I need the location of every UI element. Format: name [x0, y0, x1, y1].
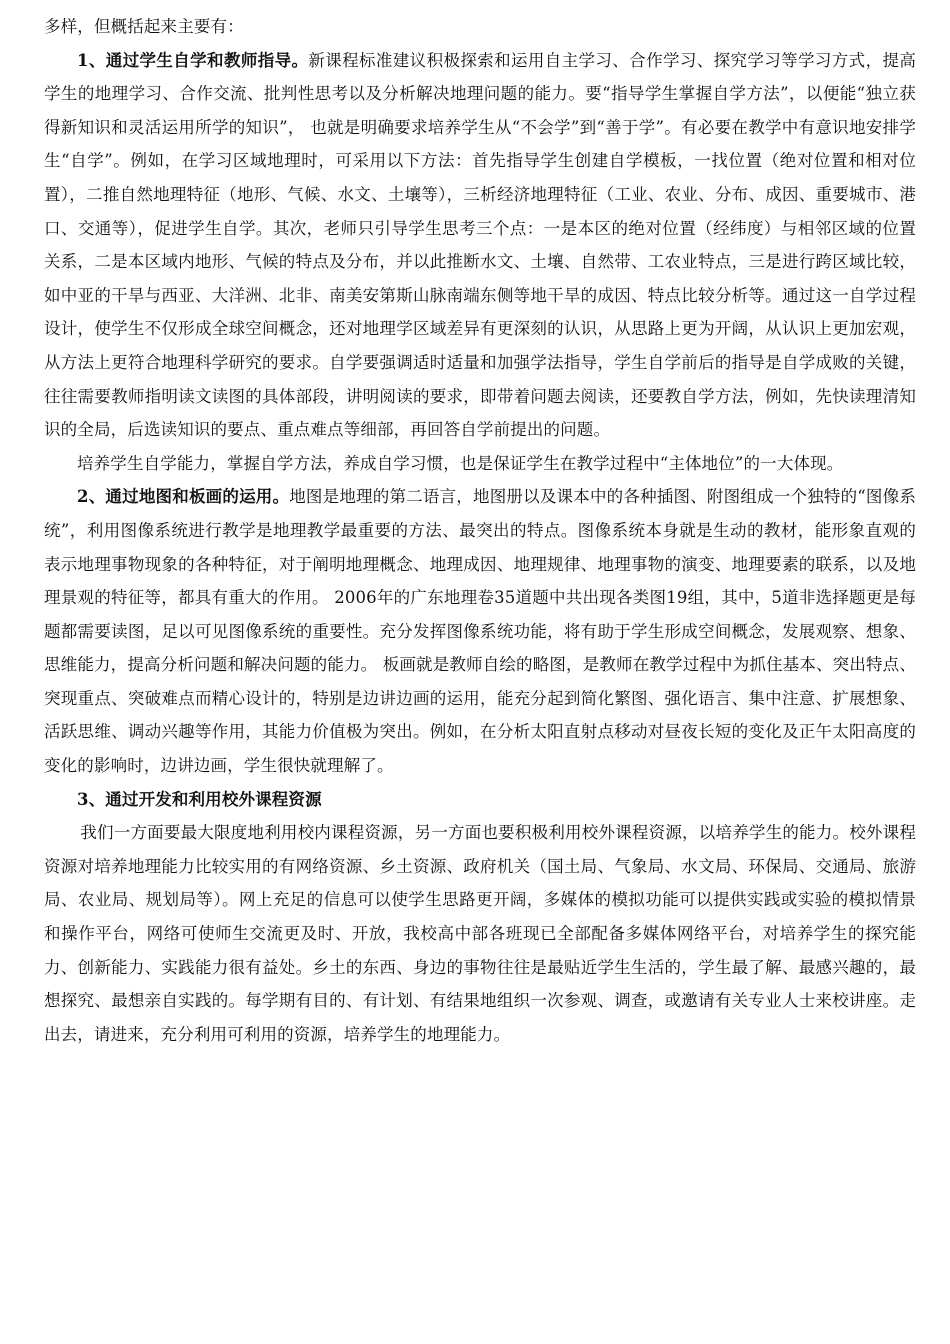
- section-1-paragraph-1: [44, 44, 916, 447]
- intro-line: 多样，但概括起来主要有：: [44, 17, 244, 36]
- section-2-heading: 2、通过地图和板画的运用。: [77, 487, 290, 507]
- section-2-body: 地图是地理的第二语言，地图册以及课本中的各种插图、附图组成一个独特的“图像系统”，利用图像系统进行教学是地理教学最重要的方法、最突出的特点。图像系统本身就是生动的教材，能形象直观的表示地理事物现象的各种特征，对于阐明地理概念、地理成因、地理规律、地理事物的演变、地理要素的联系，以及地理景观的特征等，都具有重大的作用。 2006年的广东地理卷35道题中共出现各类图19组，其中，5道非选择题更是每题都需要读图，足以可见图像系统的重要性。充分发挥图像系统功能，将有助于学生形成空间概念，发展观察、想象、思维能力，提高分析问题和解决问题的能力。 板画就是教师自绘的略图，是教师在教学过程中为抓住基本、突出特点、突现重点、突破难点而精心设计的，特别是边讲边画的运用，能充分起到简化繁图、强化语言、集中注意、扩展想象、活跃思维、调动兴趣等作用，其能力价值极为突出。例如，在分析太阳直射点移动对昼夜长短的变化及正午太阳高度的变化的影响时，边讲边画，学生很快就理解了。: [44, 487, 917, 776]
- section-2-paragraph-1: [44, 480, 916, 782]
- section-1-body: 新课程标准建议积极探索和运用自主学习、合作学习、探究学习等学习方式，提高学生的地理学习、合作交流、批判性思考以及分析解决地理问题的能力。要“指导学生掌握自学方法”，以便能“独立获得新知识和灵活运用所学的知识”， 也就是明确要求培养学生从“不会学”到“善于学”。有必要在教学中有意识地安排学生“自学”。例如，在学习区域地理时，可采用以下方法：首先指导学生创建自学模板，一找位置（绝对位置和相对位置），二推自然地理特征（地形、气候、水文、土壤等），三析经济地理特征（工业、农业、分布、成因、重要城市、港口、交通等），促进学生自学。其次，老师只引导学生思考三个点：一是本区的绝对位置（经纬度）与相邻区域的位置关系，二是本区域内地形、气候的特点及分布，并以此推断水文、土壤、自然带、工农业特点，三是进行跨区域比较，如中亚的干旱与西亚、大洋洲、北非、南美安第斯山脉南端东侧等地干旱的成因、特点比较分析等。通过这一自学过程设计，使学生不仅形成全球空间概念，还对地理学区域差异有更深刻的认识，从思路上更为开阔，从认识上更加宏观，从方法上更符合地理科学研究的要求。自学要强调适时适量和加强学法指导，学生自学前后的指导是自学成败的关键，往往需要教师指明读文读图的具体部段，讲明阅读的要求，即带着问题去阅读，还要教自学方法，例如，先快读理清知识的全局，后选读知识的要点、重点难点等细部，再回答自学前提出的问题。: [44, 50, 916, 440]
- section-1-paragraph-2: 培养学生自学能力，掌握自学方法，养成自学习惯，也是保证学生在教学过程中“主体地位”的一大体现。: [77, 453, 844, 473]
- document-page: [44, 10, 916, 1051]
- section-3-paragraph-1: 我们一方面要最大限度地利用校内课程资源，另一方面也要积极利用校外课程资源，以培养学生的能力。校外课程资源对培养地理能力比较实用的有网络资源、乡土资源、政府机关（国土局、气象局、水文局、环保局、交通局、旅游局、农业局、规划局等）。网上充足的信息可以使学生思路更开阔，多媒体的模拟功能可以提供实践或实验的模拟情景和操作平台，网络可使师生交流更及时、开放，我校高中部各班现已全部配备多媒体网络平台，对培养学生的探究能力、创新能力、实践能力很有益处。乡土的东西、身边的事物往往是最贴近学生生活的，学生最了解、最感兴趣的，最想探究、最想亲自实践的。每学期有目的、有计划、有结果地组织一次参观、调查，或邀请有关专业人士来校讲座。走出去，请进来，充分利用可利用的资源，培养学生的地理能力。: [44, 823, 916, 1044]
- section-1-heading: 1、通过学生自学和教师指导。: [77, 50, 309, 70]
- section-3-heading: 3、通过开发和利用校外课程资源: [77, 789, 322, 809]
